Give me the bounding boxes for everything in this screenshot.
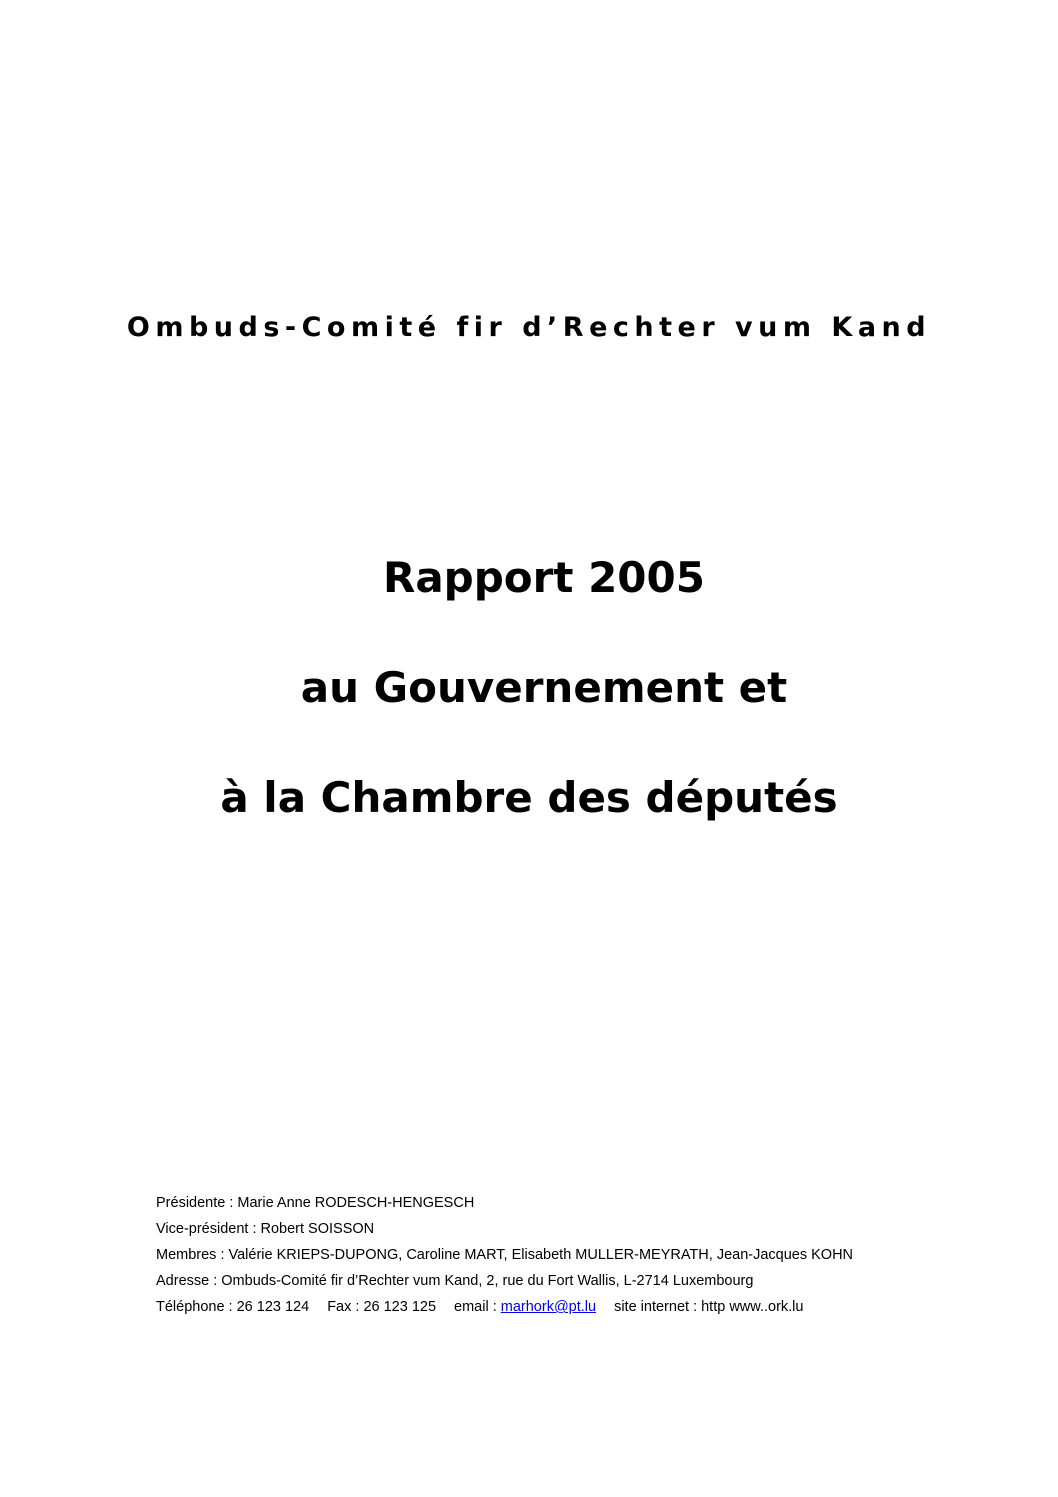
contact-details xyxy=(156,1190,853,1320)
organization-name: Ombuds-Comité fir d’Rechter vum Kand xyxy=(126,312,932,343)
website-text: site internet : http www..ork.lu xyxy=(614,1299,804,1315)
phone-text: Téléphone : 26 123 124 xyxy=(156,1299,310,1315)
report-title-line-3: à la Chambre des députés xyxy=(220,773,838,822)
contact-line xyxy=(156,1294,853,1320)
vice-president-line: Vice-président : Robert SOISSON xyxy=(156,1221,375,1237)
report-title-line-2: au Gouvernement et xyxy=(300,663,788,712)
email-link[interactable]: marhork@pt.lu xyxy=(500,1299,597,1315)
email-label: email : xyxy=(454,1299,497,1315)
address-line: Adresse : Ombuds-Comité fir d’Rechter vum Kand, 2, rue du Fort Wallis, L-2714 Luxembourg xyxy=(156,1273,754,1289)
members-line: Membres : Valérie KRIEPS-DUPONG, Caroline MART, Elisabeth MULLER-MEYRATH, Jean-Jacques KOHN xyxy=(156,1247,854,1263)
president-line: Présidente : Marie Anne RODESCH-HENGESCH xyxy=(156,1195,475,1211)
fax-text: Fax : 26 123 125 xyxy=(327,1299,437,1315)
report-title-line-1: Rapport 2005 xyxy=(383,553,705,602)
